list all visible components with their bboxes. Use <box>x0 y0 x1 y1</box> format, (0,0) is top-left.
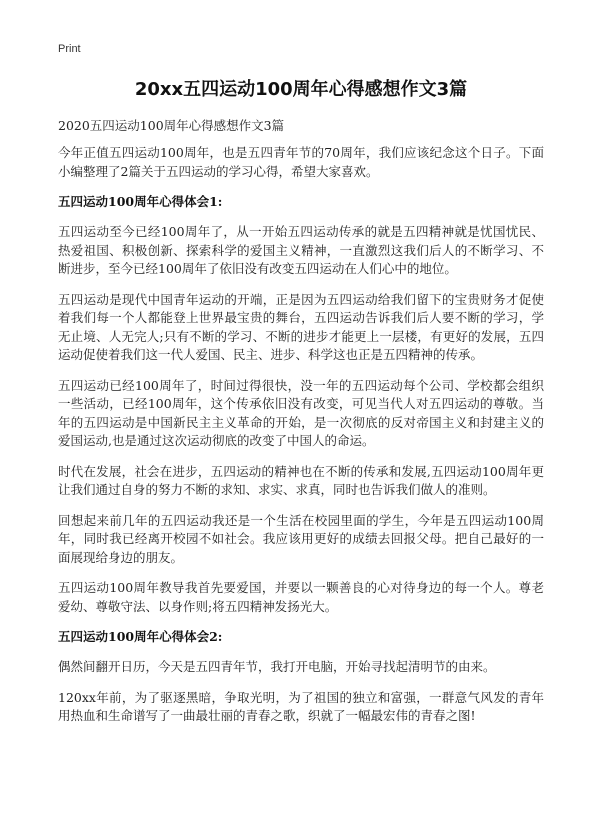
intro-paragraph: 今年正值五四运动100周年，也是五四青年节的70周年，我们应该纪念这个日子。下面小编整理了2篇关于五四运动的学习心得，希望大家喜欢。 <box>58 145 544 179</box>
document-subtitle: 2020五四运动100周年心得感想作文3篇 <box>58 118 285 133</box>
section2-paragraph-2: 120xx年前，为了驱逐黑暗，争取光明，为了祖国的独立和富强，一群意气风发的青年用热血和生命谱写了一曲最壮丽的青春之歌，织就了一幅最宏伟的青春之图! <box>58 689 544 723</box>
print-label: Print <box>58 43 81 55</box>
section1-paragraph-2: 五四运动是现代中国青年运动的开端，正是因为五四运动给我们留下的宝贵财务才促使着我们每一个人都能登上世界最宝贵的舞台，五四运动告诉我们后人要不断的学习，学无止境、人无完人;只有不断的学习、不断的进步才能更上一层楼，有更好的发展，五四运动促使着我们这一代人爱国、民主、进步、科学这也正是五四精神的传承。 <box>58 291 544 362</box>
section-heading-1: 五四运动100周年心得体会1: <box>58 194 223 209</box>
section2-paragraph-1: 偶然间翻开日历，今天是五四青年节，我打开电脑，开始寻找起清明节的由来。 <box>58 659 496 674</box>
section1-paragraph-4: 时代在发展，社会在进步，五四运动的精神也在不断的传承和发展,五四运动100周年更让我们通过自身的努力不断的求知、求实、求真，同时也告诉我们做人的准则。 <box>58 463 544 497</box>
section1-paragraph-6: 五四运动100周年教导我首先要爱国，并要以一颗善良的心对待身边的每一个人。尊老爱幼、尊敬守法、以身作则;将五四精神发扬光大。 <box>58 580 544 614</box>
section1-paragraph-3: 五四运动已经100周年了，时间过得很快，没一年的五四运动每个公司、学校都会组织一些活动，已经100周年，这个传承依旧没有改变，可见当代人对五四运动的尊敬。当年的五四运动是中国新民主主义革命的开始，是一次彻底的反对帝国主义和封建主义的爱国运动,也是通过这次运动彻底的改变了中国人的命运。 <box>58 377 544 448</box>
section1-paragraph-1: 五四运动至今已经100周年了，从一开始五四运动传承的就是五四精神就是忧国忧民、热爱祖国、积极创新、探索科学的爱国主义精神，一直激烈这我们后人的不断学习、不断进步，至今已经100周年了依旧没有改变五四运动在人们心中的地位。 <box>58 224 544 276</box>
section1-paragraph-5: 回想起来前几年的五四运动我还是一个生活在校园里面的学生，今年是五四运动100周年，同时我已经离开校园不如社会。我应该用更好的成绩去回报父母。把自己最好的一面展现给身边的朋友。 <box>58 512 544 565</box>
section-heading-2: 五四运动100周年心得体会2: <box>58 629 223 644</box>
document-title: 20xx五四运动100周年心得感想作文3篇 <box>134 79 468 100</box>
